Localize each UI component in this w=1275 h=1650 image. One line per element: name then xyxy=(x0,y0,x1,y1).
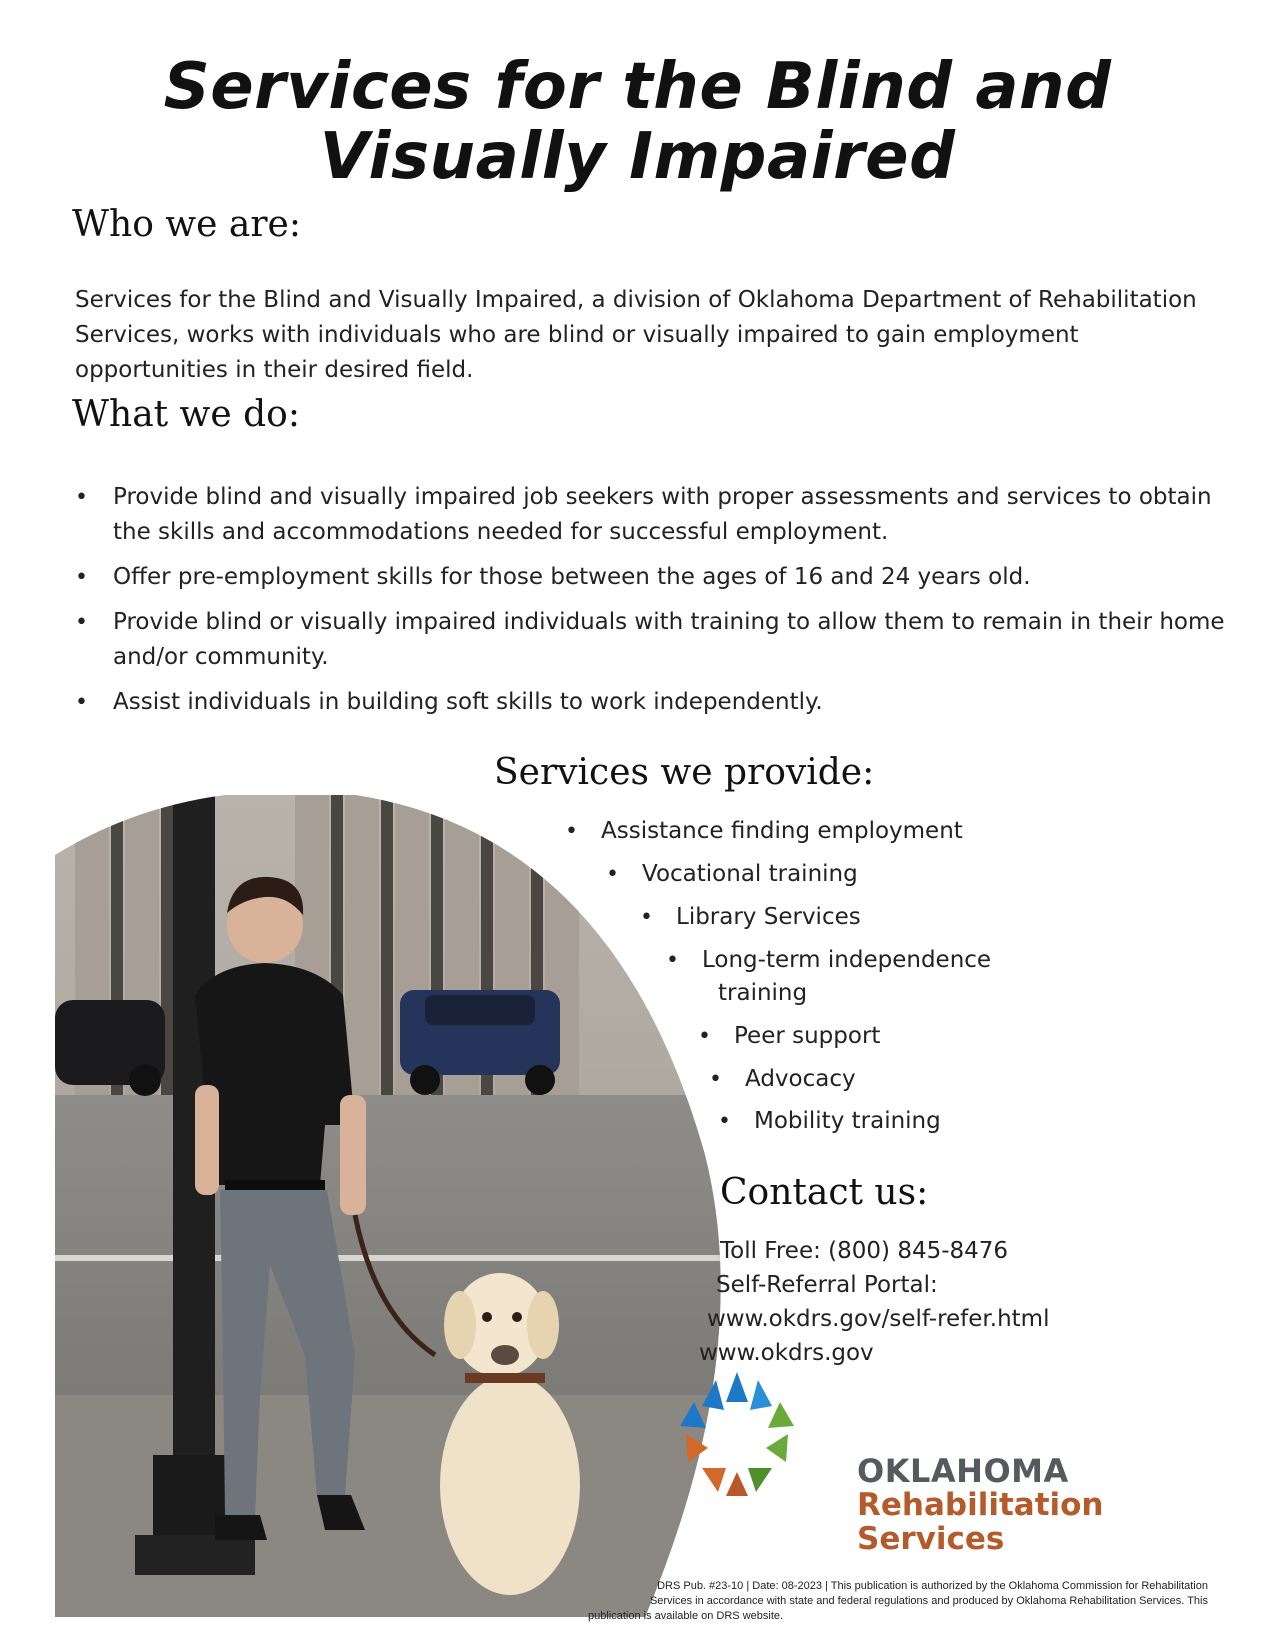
page-title xyxy=(0,52,1275,192)
portal-label: Self-Referral Portal: xyxy=(716,1272,938,1298)
list-item: • Advocacy xyxy=(745,1062,856,1097)
list-item: • Long-term independence xyxy=(702,943,991,978)
list-item: • Provide blind or visually impaired individuals with training to allow them to remain in their home and/or community. xyxy=(75,605,1225,675)
website-link[interactable]: www.okdrs.gov xyxy=(699,1340,874,1366)
who-heading: Who we are: xyxy=(72,204,301,245)
photo-man-with-guide-dog xyxy=(55,795,723,1617)
publication-footer xyxy=(588,1579,1208,1624)
title-line-2: Visually Impaired xyxy=(319,120,956,194)
oklahoma-star-logo-icon xyxy=(676,1372,798,1497)
title-line-1: Services for the Blind and xyxy=(163,50,1112,124)
list-item: • Mobility training xyxy=(754,1104,941,1139)
list-item: • Vocational training xyxy=(642,857,858,892)
services-heading: Services we provide: xyxy=(494,752,875,793)
list-item: • Library Services xyxy=(676,900,861,935)
bullet-icon: • xyxy=(666,948,679,973)
bullet-icon: • xyxy=(718,1109,731,1134)
logo-rehabilitation: Rehabilitation xyxy=(857,1487,1104,1523)
bullet-icon: • xyxy=(565,819,578,844)
logo-oklahoma: OKLAHOMA xyxy=(857,1452,1069,1490)
footer-line-1: DRS Pub. #23-10 | Date: 08-2023 | This publication is authorized by the Oklahoma Commission for Rehabilitation xyxy=(657,1580,1208,1592)
what-heading: What we do: xyxy=(72,394,300,435)
list-item: • Assist individuals in building soft skills to work independently. xyxy=(75,685,1225,720)
list-item-continuation: training xyxy=(718,980,808,1006)
portal-url-link[interactable]: www.okdrs.gov/self-refer.html xyxy=(707,1306,1050,1332)
bullet-icon: • xyxy=(698,1024,711,1049)
footer-line-2: Services in accordance with state and federal regulations and produced by Oklahoma Rehabilitation Services. This xyxy=(649,1595,1208,1607)
bullet-icon: • xyxy=(606,862,619,887)
what-list xyxy=(75,480,1225,730)
list-item: • Provide blind and visually impaired job seekers with proper assessments and services to obtain the skills and accommodations needed for successful employment. xyxy=(75,480,1225,550)
list-item: • Peer support xyxy=(734,1019,880,1054)
contact-heading: Contact us: xyxy=(720,1172,929,1213)
footer-line-3: publication is available on DRS website. xyxy=(588,1610,784,1622)
bullet-icon: • xyxy=(640,905,653,930)
who-paragraph: Services for the Blind and Visually Impaired, a division of Oklahoma Department of Rehabilitation Services, works with individuals who are blind or visually impaired to gain employment opportunities in their desired field. xyxy=(75,287,1197,383)
list-item: • Assistance finding employment xyxy=(601,814,963,849)
list-item: • Offer pre-employment skills for those between the ages of 16 and 24 years old. xyxy=(75,560,1225,595)
bullet-icon: • xyxy=(709,1067,722,1092)
logo-services: Services xyxy=(857,1521,1005,1557)
toll-free-number: Toll Free: (800) 845-8476 xyxy=(720,1238,1009,1264)
